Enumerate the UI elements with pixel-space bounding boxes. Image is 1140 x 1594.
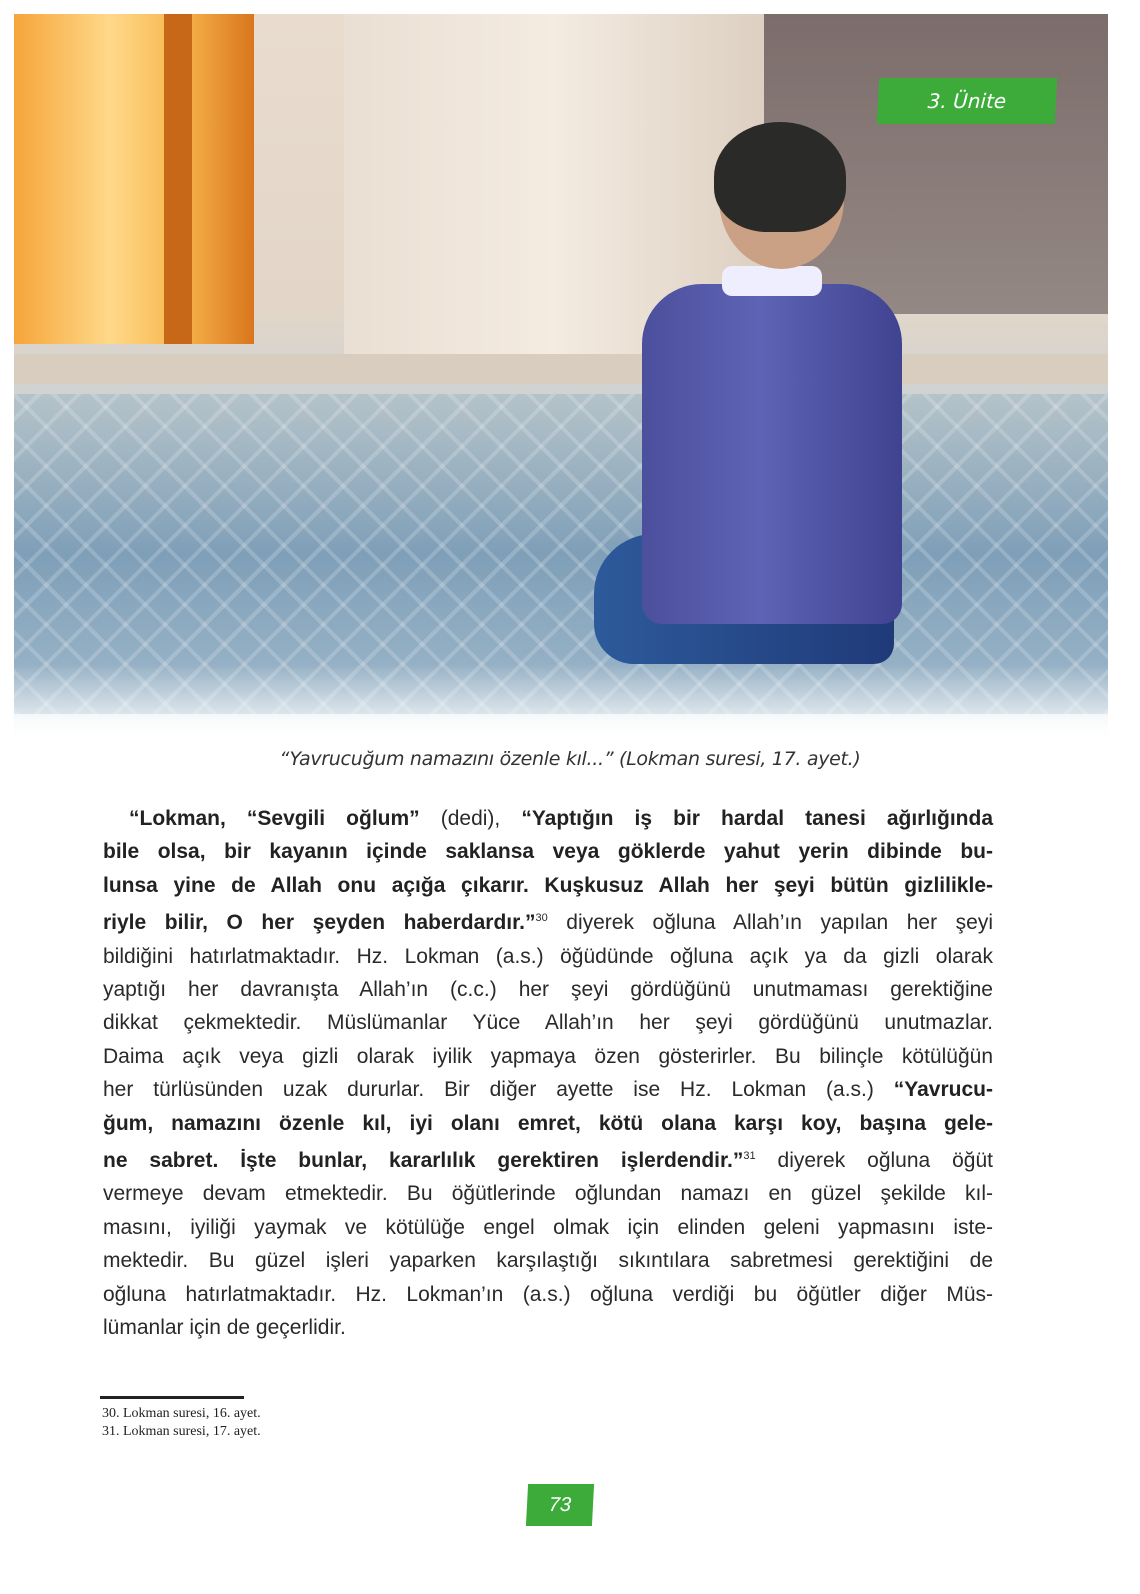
quote-text: bile olsa, bir kayanın içinde saklansa veya göklerde yahut yerin dibinde bu- [103, 840, 993, 864]
body-text-segment: yaptığı her davranışta Allah’ın (c.c.) her şeyi gördüğünü unutmaması gerektiğine [103, 978, 993, 1002]
body-line [103, 1140, 993, 1177]
body-text-segment: lümanlar için de geçerlidir. [103, 1316, 346, 1340]
boy-cap [714, 122, 846, 232]
body-line [103, 1278, 993, 1311]
body-text-segment: diyerek oğluna öğüt [755, 1149, 993, 1173]
body-line [103, 1311, 993, 1344]
body-text [103, 802, 993, 1345]
body-text-segment: masını, iyiliği yaymak ve kötülüğe engel olmak için elinden geleni yapmasını iste- [103, 1215, 993, 1239]
body-line [103, 1006, 993, 1039]
photo-caption: “Yavrucuğum namazını özenle kıl...” (Lokman suresi, 17. ayet.) [279, 748, 861, 770]
quote-text: riyle bilir, O her şeyden haberdardır.” [103, 911, 536, 935]
body-text-segment: dikkat çekmektedir. Müslümanlar Yüce Allah’ın her şeyi gördüğünü unutmazlar. [103, 1011, 993, 1035]
body-text-segment: oğluna hatırlatmaktadır. Hz. Lokman’ın (a.s.) oğluna verdiği bu öğütler diğer Müs- [103, 1282, 993, 1306]
body-line [103, 1211, 993, 1244]
body-line [103, 1244, 993, 1277]
quote-text: ğum, namazını özenle kıl, iyi olanı emret, kötü olana karşı koy, başına gele- [103, 1111, 993, 1135]
boy-collar [722, 266, 822, 296]
boy-body [642, 284, 902, 624]
body-line [103, 1107, 993, 1140]
footnote-ref: 31 [743, 1150, 756, 1163]
body-line [103, 1073, 993, 1106]
window-light [14, 14, 254, 344]
body-line [103, 940, 993, 973]
quote-text: “Yaptığın iş bir hardal tanesi ağırlığında [521, 807, 994, 830]
quote-text: “Yavrucu- [893, 1078, 993, 1102]
footnote-divider [100, 1396, 244, 1399]
body-text-segment: (dedi), [440, 807, 522, 830]
body-text-segment: bildiğini hatırlatmaktadır. Hz. Lokman (a.s.) öğüdünde oğluna açık ya da gizli olarak [103, 944, 993, 968]
body-text-segment: mektedir. Bu güzel işleri yaparken karşılaştığı sıkıntılara sabretmesi gerektiğini de [103, 1249, 993, 1273]
body-text-segment: diyerek oğluna Allah’ın yapılan her şeyi [547, 911, 993, 935]
unit-badge: 3. Ünite [877, 78, 1057, 124]
page-number: 73 [526, 1484, 594, 1526]
body-line [103, 902, 993, 939]
quote-text: lunsa yine de Allah onu açığa çıkarır. Kuşkusuz Allah her şeyi bütün gizlilikle- [103, 873, 993, 897]
footnote-31: 31. Lokman suresi, 17. ayet. [102, 1424, 261, 1439]
photo-fade [14, 664, 1108, 744]
body-line [103, 973, 993, 1006]
body-text-segment: Daima açık veya gizli olarak iyilik yapmaya özen gösterirler. Bu bilinçle kötülüğün [103, 1044, 993, 1068]
body-text-segment: her türlüsünden uzak dururlar. Bir diğer ayette ise Hz. Lokman (a.s.) [103, 1078, 894, 1102]
quote-text: “Lokman, “Sevgili oğlum” [129, 807, 441, 830]
body-line [103, 835, 993, 868]
body-text-segment: vermeye devam etmektedir. Bu öğütlerinde oğlundan namazı en güzel şekilde kıl- [103, 1182, 993, 1206]
quote-text: ne sabret. İşte bunlar, kararlılık gerektiren işlerdendir.” [103, 1149, 744, 1173]
body-line [103, 1040, 993, 1073]
floor-band [14, 354, 1108, 384]
footnote-30: 30. Lokman suresi, 16. ayet. [102, 1406, 261, 1421]
body-line [103, 1177, 993, 1210]
body-line [103, 869, 993, 902]
body-line [103, 802, 993, 835]
footnote-ref: 30 [535, 912, 548, 925]
